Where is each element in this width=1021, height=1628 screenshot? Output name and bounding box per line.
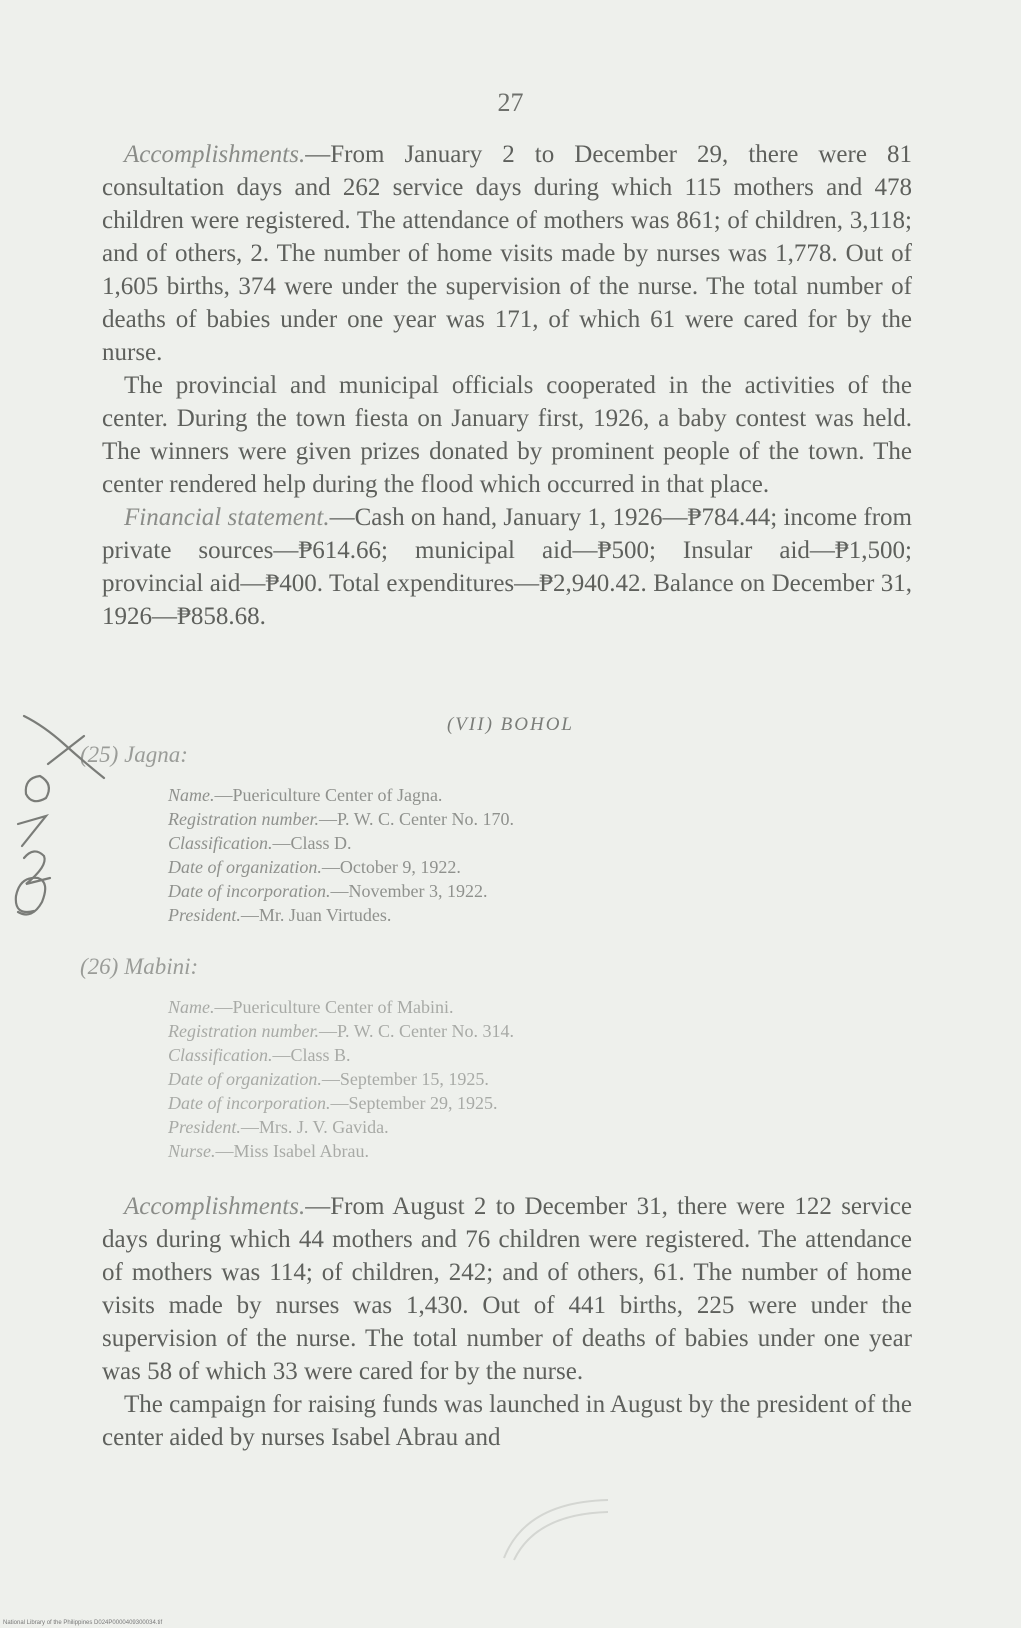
- mabini-label: (26) Mabini:: [80, 954, 199, 979]
- footer-credit: National Library of the Philippines D024P0000409300034.tif: [3, 1620, 163, 1626]
- detail-line: Classification.—Class B.: [168, 1045, 351, 1065]
- detail-line: Date of organization.—October 9, 1922.: [168, 857, 461, 877]
- detail-line: Date of organization.—September 15, 1925.: [168, 1069, 489, 1089]
- mabini-accomplishments-paragraph: [102, 1190, 912, 1388]
- detail-line: Nurse.—Miss Isabel Abrau.: [168, 1141, 369, 1161]
- accomplishments-lead: Accomplishments.: [124, 141, 306, 168]
- detail-line: Classification.—Class D.: [168, 833, 352, 853]
- outro-text: [102, 1190, 912, 1454]
- jagna-label: (25) Jagna:: [80, 742, 188, 767]
- financial-lead: Financial statement.: [124, 504, 330, 531]
- detail-line: President.—Mrs. J. V. Gavida.: [168, 1117, 389, 1137]
- officials-paragraph: The provincial and municipal officials cooperated in the activities of the center. During the town fiesta on January first, 1926, a baby contest was held. The winners were given prizes donated by prominent people of the town. The center rendered help during the flood which occurred in that place.: [102, 372, 912, 498]
- detail-line: Name.—Puericulture Center of Jagna.: [168, 785, 443, 805]
- mabini-accomplishments-text: —From August 2 to December 31, there were 122 service days during which 44 mothers and 76 children were registered. The attendance of mothers was 114; of children, 242; and of others, 61. The number of home visits made by nurses was 1,430. Out of 441 births, 225 were under the supervision of the nurse. The total number of deaths of babies under one year was 58 of which 33 were cared for by the nurse.: [102, 1193, 912, 1385]
- campaign-paragraph: The campaign for raising funds was launched in August by the president of the center aided by nurses Isabel Abrau and: [102, 1391, 913, 1451]
- financial-paragraph: [102, 501, 912, 633]
- library-stamp: [496, 1492, 616, 1562]
- page-number: 27: [497, 88, 524, 117]
- jagna-details: [168, 783, 514, 927]
- mabini-accomplishments-lead: Accomplishments.: [124, 1193, 306, 1220]
- accomplishments-text: —From January 2 to December 29, there were 81 consultation days and 262 service days during which 115 mothers and 478 children were registered. The attendance of mothers was 861; of children, 3,118; and of others, 2. The number of home visits made by nurses was 1,778. Out of 1,605 births, 374 were under the supervision of the nurse. The total number of deaths of babies under one year was 171, of which 61 were cared for by the nurse.: [102, 141, 912, 366]
- handwritten-number-mark: [4, 706, 114, 936]
- detail-line: Date of incorporation.—November 3, 1922.: [168, 881, 488, 901]
- mabini-details: [168, 995, 514, 1163]
- financial-text: —Cash on hand, January 1, 1926—₱784.44; income from private sources—₱614.66; municipal aid—₱500; Insular aid—₱1,500; provincial aid—₱400. Total expenditures—₱2,940.42. Balance on December 31, 1926—₱858.68.: [102, 504, 912, 630]
- detail-line: Registration number.—P. W. C. Center No. 314.: [168, 1021, 515, 1041]
- section-heading: (VII) BOHOL: [446, 714, 574, 735]
- detail-line: President.—Mr. Juan Virtudes.: [168, 905, 392, 925]
- detail-line: Registration number.—P. W. C. Center No. 170.: [168, 809, 515, 829]
- intro-text: [102, 138, 912, 633]
- detail-line: Name.—Puericulture Center of Mabini.: [168, 997, 454, 1017]
- detail-line: Date of incorporation.—September 29, 1925.: [168, 1093, 498, 1113]
- accomplishments-paragraph: [102, 138, 912, 369]
